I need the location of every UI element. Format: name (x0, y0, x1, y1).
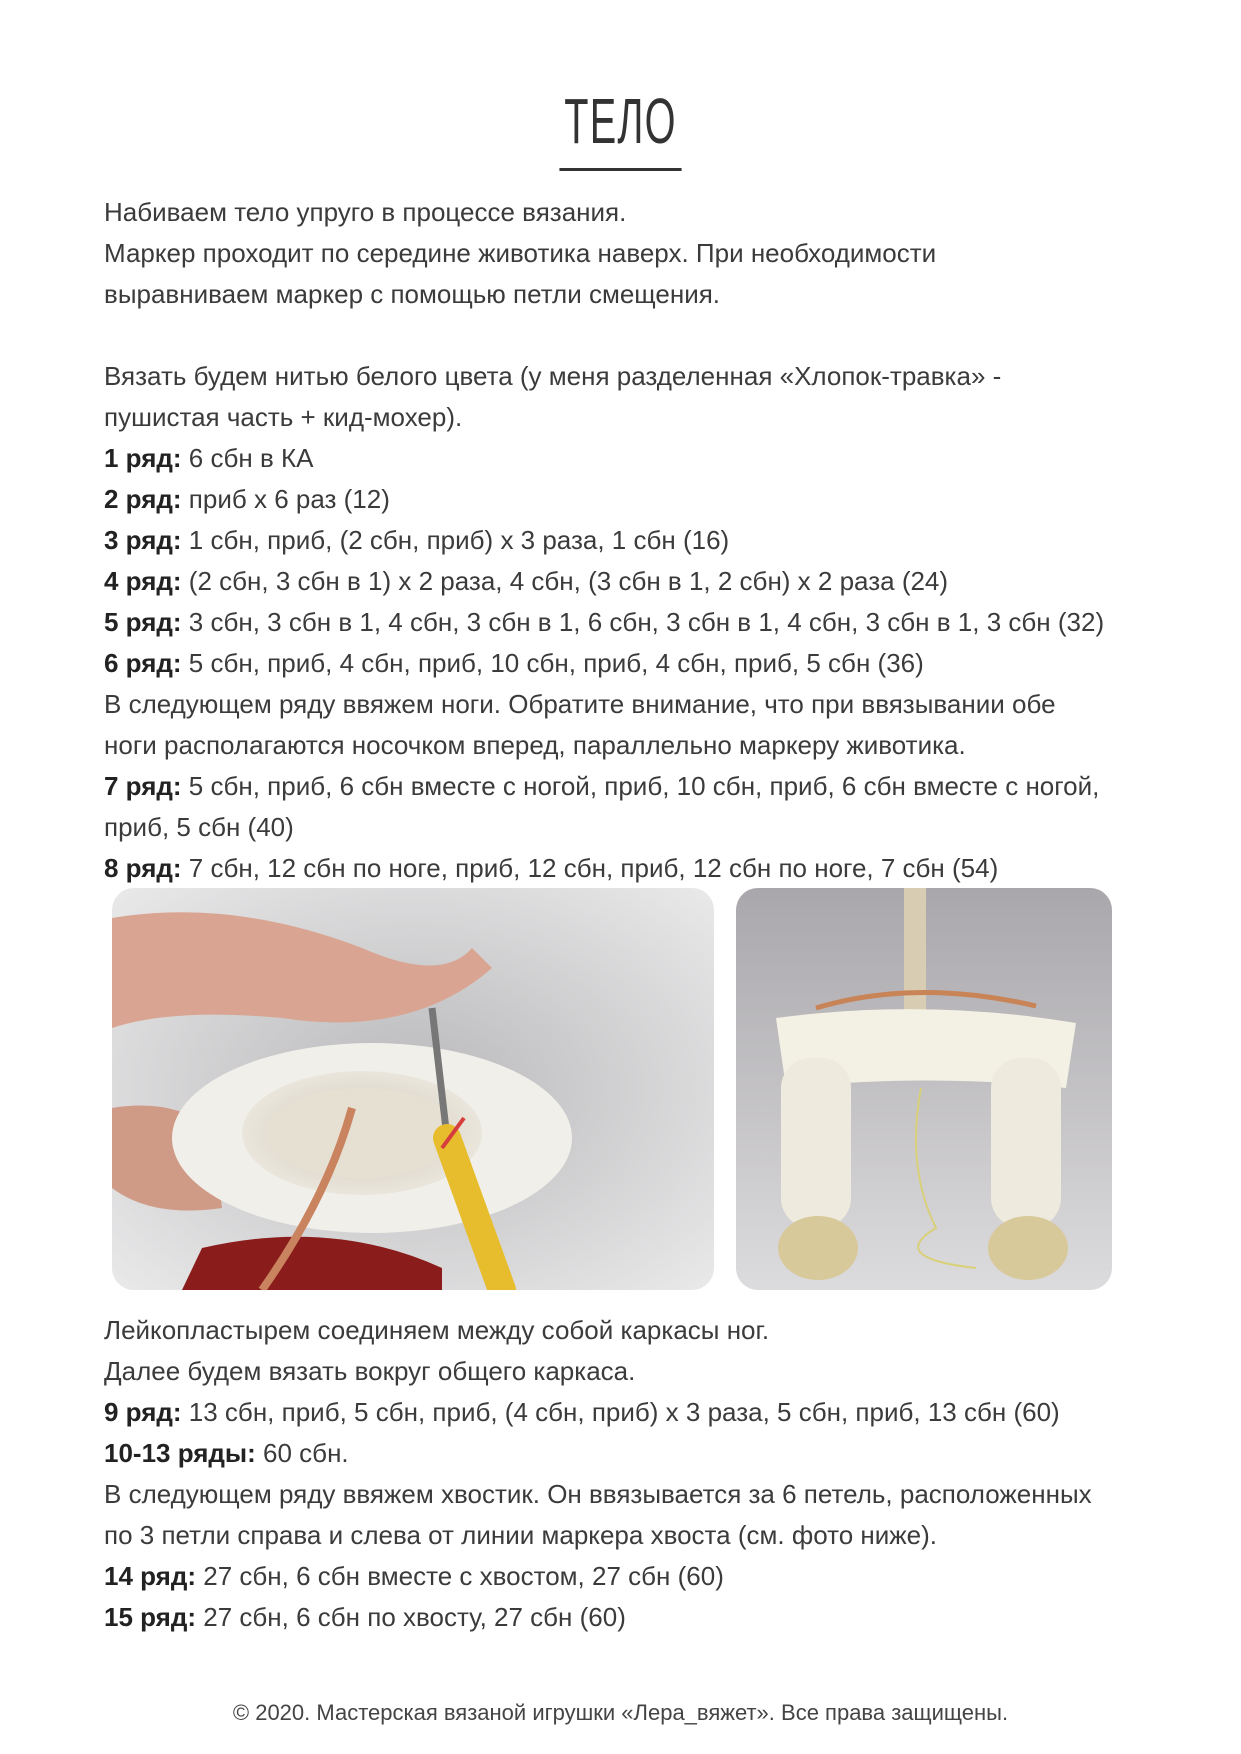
text-line (104, 725, 1184, 766)
row-text: (2 сбн, 3 сбн в 1) х 2 раза, 4 сбн, (3 сбн в 1, 2 сбн) х 2 раза (24) (181, 566, 949, 596)
page-title: ТЕЛО (236, 84, 1005, 171)
row-label: 10-13 ряды: (104, 1438, 256, 1468)
row-text: ноги располагаются носочком вперед, параллельно маркеру животика. (104, 730, 966, 760)
row-text: Вязать будем нитью белого цвета (у меня разделенная «Хлопок-травка» - (104, 361, 1002, 391)
row-text: приб х 6 раз (12) (181, 484, 390, 514)
row-text: В следующем ряду ввяжем ноги. Обратите внимание, что при ввязывании обе (104, 689, 1056, 719)
text-line (104, 1515, 1184, 1556)
text-line (104, 356, 1184, 397)
text-line (104, 397, 1184, 438)
text-line (104, 602, 1184, 643)
text-line (104, 807, 1184, 848)
row-text: 60 сбн. (255, 1438, 349, 1468)
text-line (104, 766, 1184, 807)
row-text: 5 сбн, приб, 4 сбн, приб, 10 сбн, приб, 4 сбн, приб, 5 сбн (36) (181, 648, 924, 678)
row-label: 2 ряд: (104, 484, 182, 514)
text-line (104, 438, 1184, 479)
row-text: 3 сбн, 3 сбн в 1, 4 сбн, 3 сбн в 1, 6 сбн, 3 сбн в 1, 4 сбн, 3 сбн в 1, 3 сбн (32) (181, 607, 1105, 637)
row-label: 5 ряд: (104, 607, 182, 637)
text-line (104, 233, 1184, 274)
photo-crochet-hook (112, 888, 714, 1290)
row-text: Далее будем вязать вокруг общего каркаса. (104, 1356, 636, 1386)
text-line (104, 561, 1184, 602)
row-text: Набиваем тело упруго в процессе вязания. (104, 197, 627, 227)
text-line (104, 192, 1184, 233)
row-text: пушистая часть + кид-мохер). (104, 402, 463, 432)
text-line (104, 643, 1184, 684)
text-line (104, 520, 1184, 561)
text-line (104, 848, 1184, 889)
row-text: приб, 5 сбн (40) (104, 812, 294, 842)
photo-legs-frame-image (736, 888, 1112, 1290)
text-line (104, 1392, 1184, 1433)
row-label: 15 ряд: (104, 1602, 197, 1632)
text-line (104, 684, 1184, 725)
row-label: 7 ряд: (104, 771, 182, 801)
row-text: 27 сбн, 6 сбн по хвосту, 27 сбн (60) (196, 1602, 626, 1632)
text-line (104, 1351, 1184, 1392)
paragraph-gap (104, 315, 1184, 356)
instructions-bottom (104, 1310, 1184, 1638)
row-text: 1 сбн, приб, (2 сбн, приб) х 3 раза, 1 сбн (16) (181, 525, 730, 555)
text-line (104, 1310, 1184, 1351)
row-text: 7 сбн, 12 сбн по ноге, приб, 12 сбн, приб, 12 сбн по ноге, 7 сбн (54) (181, 853, 999, 883)
row-label: 1 ряд: (104, 443, 182, 473)
instructions-top (104, 192, 1184, 889)
row-text: 5 сбн, приб, 6 сбн вместе с ногой, приб, 10 сбн, приб, 6 сбн вместе с ногой, (181, 771, 1100, 801)
row-label: 14 ряд: (104, 1561, 197, 1591)
row-label: 6 ряд: (104, 648, 182, 678)
row-label: 8 ряд: (104, 853, 182, 883)
row-text: выравниваем маркер с помощью петли смещения. (104, 279, 721, 309)
text-line (104, 1474, 1184, 1515)
row-label: 9 ряд: (104, 1397, 182, 1427)
row-text: В следующем ряду ввяжем хвостик. Он ввязывается за 6 петель, расположенных (104, 1479, 1092, 1509)
row-text: Лейкопластырем соединяем между собой каркасы ног. (104, 1315, 770, 1345)
row-text: Маркер проходит по середине животика наверх. При необходимости (104, 238, 937, 268)
photo-legs-frame (736, 888, 1112, 1290)
text-line (104, 1433, 1184, 1474)
row-text: 6 сбн в КА (181, 443, 314, 473)
row-label: 3 ряд: (104, 525, 182, 555)
text-line (104, 479, 1184, 520)
row-text: 13 сбн, приб, 5 сбн, приб, (4 сбн, приб) х 3 раза, 5 сбн, приб, 13 сбн (60) (181, 1397, 1060, 1427)
text-line (104, 1556, 1184, 1597)
copyright-footer: © 2020. Мастерская вязаной игрушки «Лера_вяжет». Все права защищены. (232, 1700, 1009, 1725)
text-line (104, 1597, 1184, 1638)
row-label: 4 ряд: (104, 566, 182, 596)
row-text: по 3 петли справа и слева от линии маркера хвоста (см. фото ниже). (104, 1520, 938, 1550)
text-line (104, 274, 1184, 315)
row-text: 27 сбн, 6 сбн вместе с хвостом, 27 сбн (60) (196, 1561, 724, 1591)
photo-crochet-hook-image (112, 888, 714, 1290)
